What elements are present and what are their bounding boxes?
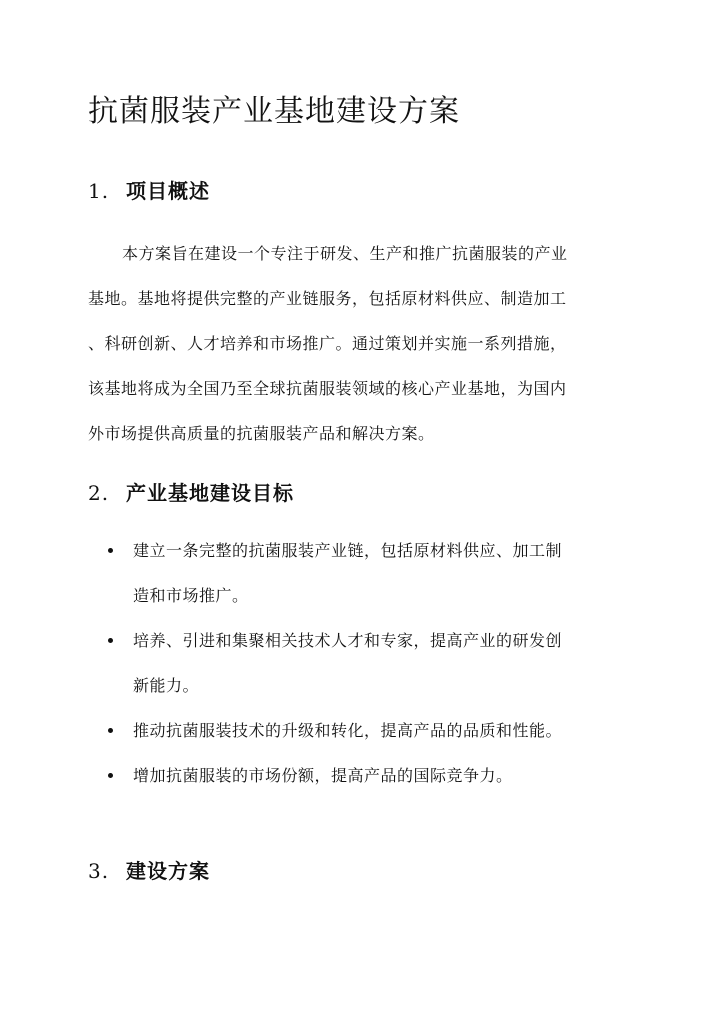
section-heading-plan (88, 855, 210, 884)
bullet-dot-icon (108, 773, 113, 778)
section-number: 3. (88, 859, 110, 883)
bullet-dot-icon (108, 728, 113, 733)
list-item (88, 762, 648, 807)
list-item-line: 造和市场推广。 (133, 586, 249, 605)
list-item (88, 717, 648, 762)
section-number: 1. (88, 179, 110, 203)
list-item-line: 推动抗菌服装技术的升级和转化，提高产品的品质和性能。 (133, 721, 563, 740)
list-item-line: 新能力。 (133, 676, 200, 695)
section-number: 2. (88, 481, 110, 505)
paragraph-line: 本方案旨在建设一个专注于研发、生产和推广抗菌服装的产业 (122, 244, 568, 263)
section-heading-goals (88, 477, 294, 506)
paragraph-line: 外市场提供高质量的抗菌服装产品和解决方案。 (88, 424, 435, 443)
list-item-line: 培养、引进和集聚相关技术人才和专家，提高产业的研发创 (133, 631, 563, 650)
section-heading-overview (88, 175, 210, 204)
paragraph-line: 基地。基地将提供完整的产业链服务，包括原材料供应、制造加工 (88, 289, 567, 308)
list-item-line: 建立一条完整的抗菌服装产业链，包括原材料供应、加工制 (133, 541, 563, 560)
document-title: 抗菌服装产业基地建设方案 (88, 94, 460, 129)
bullet-dot-icon (108, 548, 113, 553)
list-item-line: 增加抗菌服装的市场份额，提高产品的国际竞争力。 (133, 766, 513, 785)
paragraph-line: 、科研创新、人才培养和市场推广。通过策划并实施一系列措施， (88, 334, 567, 353)
section-title: 项目概述 (126, 179, 210, 203)
paragraph-line: 该基地将成为全国乃至全球抗菌服装领域的核心产业基地，为国内 (88, 379, 567, 398)
overview-paragraph (88, 240, 633, 465)
section-title: 建设方案 (126, 859, 210, 883)
list-item (88, 537, 648, 627)
section-title: 产业基地建设目标 (126, 481, 294, 505)
bullet-dot-icon (108, 638, 113, 643)
goals-list (88, 537, 648, 807)
list-item (88, 627, 648, 717)
